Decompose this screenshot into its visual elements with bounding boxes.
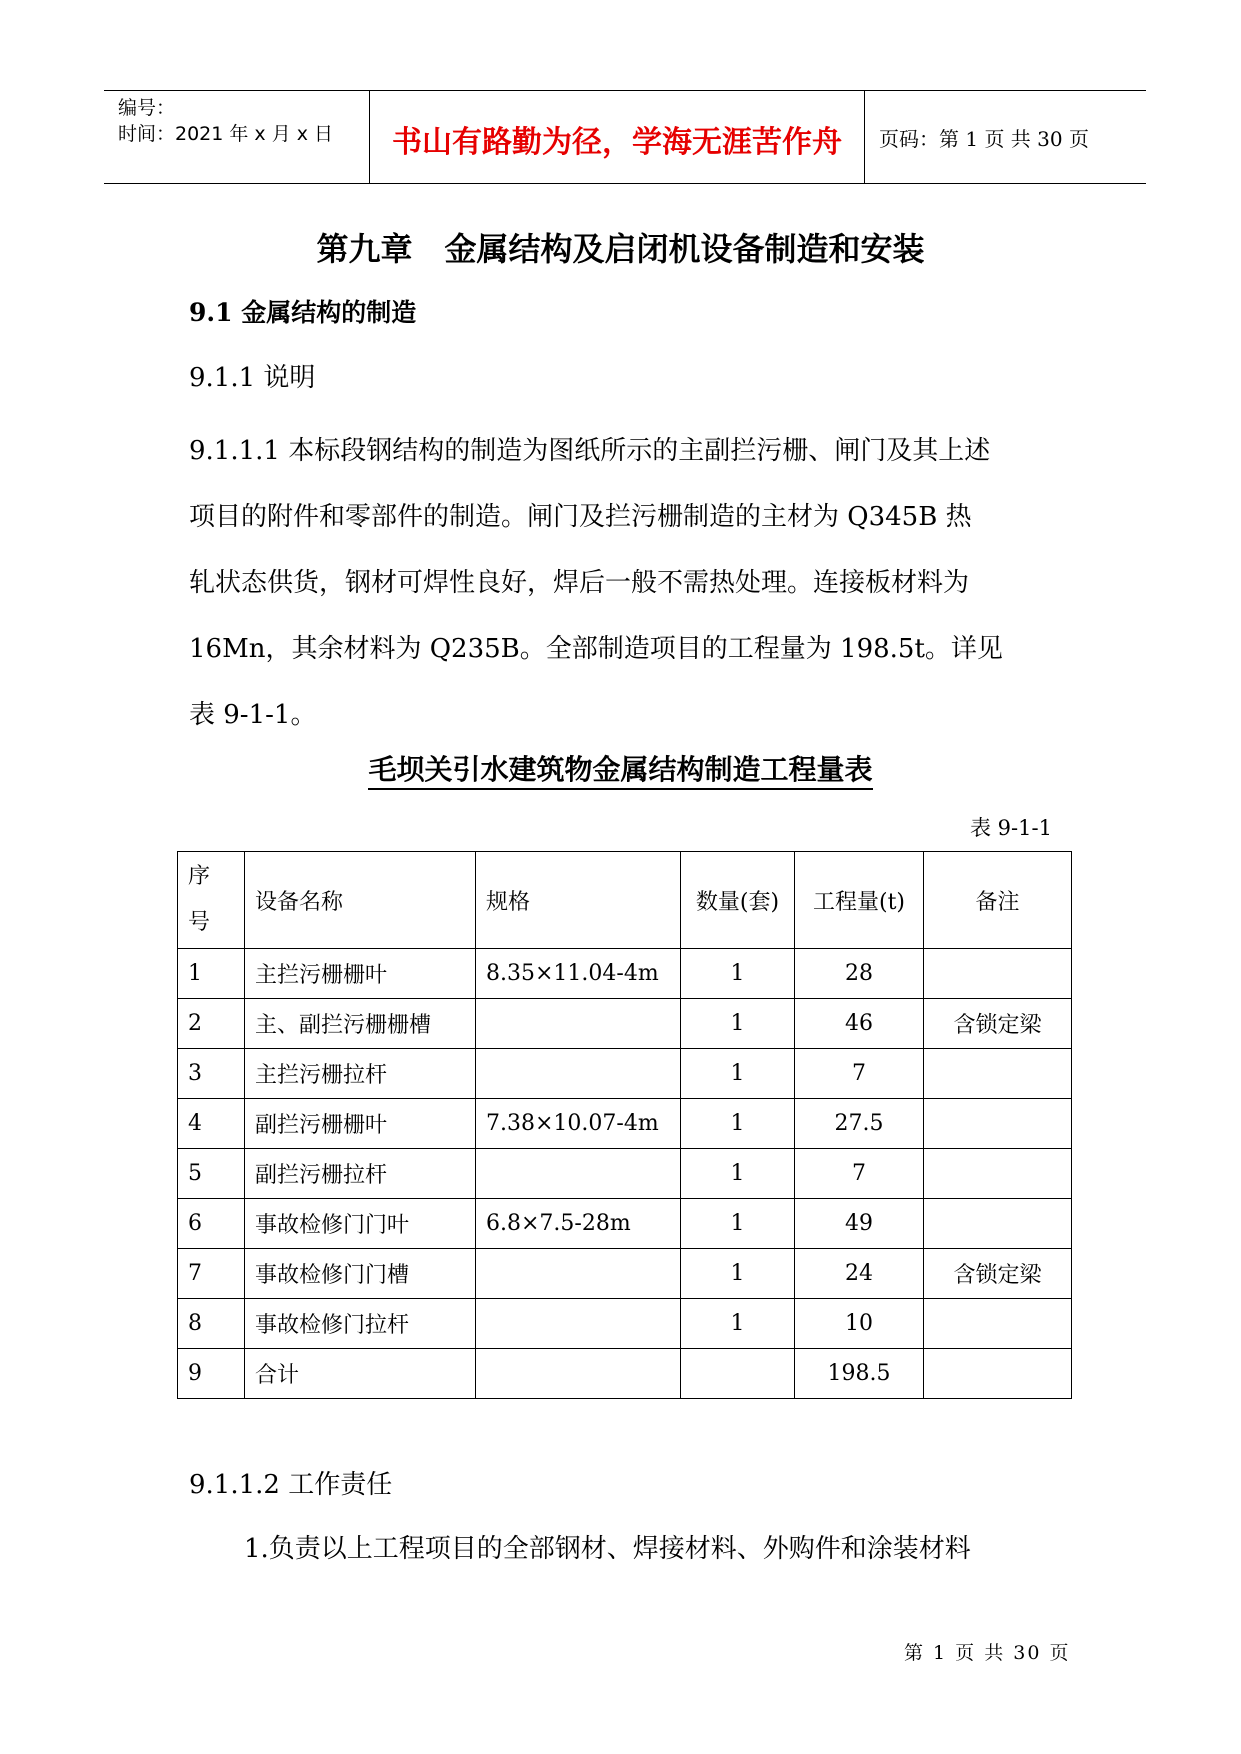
table-row bbox=[178, 1199, 1072, 1249]
cell-quantity: 7 bbox=[795, 1149, 924, 1199]
table-row bbox=[178, 1349, 1072, 1399]
cell-remark: 含锁定梁 bbox=[924, 1249, 1072, 1299]
table-row bbox=[178, 999, 1072, 1049]
cell-remark bbox=[924, 1149, 1072, 1199]
cell-name: 主、副拦污栅栅槽 bbox=[245, 999, 476, 1049]
cell-spec bbox=[476, 1299, 681, 1349]
table-title bbox=[0, 748, 1241, 788]
cell-index: 8 bbox=[178, 1299, 245, 1349]
cell-count: 1 bbox=[681, 1099, 795, 1149]
table-header-row bbox=[178, 852, 1072, 949]
cell-spec: 8.35×11.04-4m bbox=[476, 949, 681, 999]
cell-count: 1 bbox=[681, 1249, 795, 1299]
cell-index: 7 bbox=[178, 1249, 245, 1299]
cell-spec: 7.38×10.07-4m bbox=[476, 1099, 681, 1149]
cell-name: 事故检修门门槽 bbox=[245, 1249, 476, 1299]
header-cell-quantity: 工程量(t) bbox=[795, 852, 924, 949]
page-header bbox=[104, 90, 1146, 184]
cell-name: 事故检修门拉杆 bbox=[245, 1299, 476, 1349]
cell-name: 合计 bbox=[245, 1349, 476, 1399]
cell-quantity: 46 bbox=[795, 999, 924, 1049]
cell-index: 4 bbox=[178, 1099, 245, 1149]
section-title: 9.1 金属结构的制造 bbox=[189, 298, 417, 327]
cell-index: 3 bbox=[178, 1049, 245, 1099]
header-page-code: 页码：第 1 页 共 30 页 bbox=[879, 127, 1089, 151]
table-row bbox=[178, 1149, 1072, 1199]
cell-index: 9 bbox=[178, 1349, 245, 1399]
cell-remark bbox=[924, 949, 1072, 999]
cell-index: 5 bbox=[178, 1149, 245, 1199]
paragraph-line: 轧状态供货，钢材可焊性良好，焊后一般不需热处理。连接板材料为 bbox=[189, 568, 970, 598]
table-number: 表 9-1-1 bbox=[970, 816, 1052, 840]
responsibility-item-1: 1.负责以上工程项目的全部钢材、焊接材料、外购件和涂装材料 bbox=[244, 1534, 971, 1564]
cell-quantity: 198.5 bbox=[795, 1349, 924, 1399]
cell-spec bbox=[476, 999, 681, 1049]
cell-name: 主拦污栅栅叶 bbox=[245, 949, 476, 999]
document-number-label: 编号： bbox=[118, 97, 176, 119]
subsection-2-title: 9.1.1.2 工作责任 bbox=[189, 1470, 393, 1500]
cell-remark bbox=[924, 1349, 1072, 1399]
paragraph-line: 16Mn，其余材料为 Q235B。全部制造项目的工程量为 198.5t。详见 bbox=[189, 634, 1003, 664]
quantity-table bbox=[177, 851, 1072, 1399]
paragraph-line: 9.1.1.1 本标段钢结构的制造为图纸所示的主副拦污栅、闸门及其上述 bbox=[189, 436, 991, 466]
cell-name: 副拦污栅拉杆 bbox=[245, 1149, 476, 1199]
paragraph-line: 表 9-1-1。 bbox=[189, 700, 317, 730]
cell-quantity: 24 bbox=[795, 1249, 924, 1299]
cell-index: 1 bbox=[178, 949, 245, 999]
table-row bbox=[178, 1249, 1072, 1299]
cell-name: 副拦污栅栅叶 bbox=[245, 1099, 476, 1149]
cell-name: 事故检修门门叶 bbox=[245, 1199, 476, 1249]
cell-count: 1 bbox=[681, 1149, 795, 1199]
cell-count bbox=[681, 1349, 795, 1399]
subsection-title: 9.1.1 说明 bbox=[189, 363, 316, 393]
cell-count: 1 bbox=[681, 949, 795, 999]
document-time-label: 时间：2021 年 x 月 x 日 bbox=[118, 123, 334, 145]
table-title-text: 毛坝关引水建筑物金属结构制造工程量表 bbox=[368, 753, 872, 790]
body-paragraph bbox=[189, 418, 1059, 748]
chapter-title: 第九章 金属结构及启闭机设备制造和安装 bbox=[316, 230, 925, 268]
header-left-cell bbox=[104, 91, 370, 183]
cell-remark bbox=[924, 1199, 1072, 1249]
header-motto: 书山有路勤为径，学海无涯苦作舟 bbox=[392, 125, 842, 160]
cell-index: 6 bbox=[178, 1199, 245, 1249]
cell-remark: 含锁定梁 bbox=[924, 999, 1072, 1049]
cell-count: 1 bbox=[681, 1049, 795, 1099]
cell-quantity: 49 bbox=[795, 1199, 924, 1249]
cell-quantity: 10 bbox=[795, 1299, 924, 1349]
cell-spec bbox=[476, 1249, 681, 1299]
table-row bbox=[178, 1049, 1072, 1099]
cell-count: 1 bbox=[681, 1299, 795, 1349]
cell-quantity: 7 bbox=[795, 1049, 924, 1099]
header-middle-cell bbox=[370, 91, 865, 183]
table-row bbox=[178, 1299, 1072, 1349]
header-cell-spec: 规格 bbox=[476, 852, 681, 949]
cell-quantity: 28 bbox=[795, 949, 924, 999]
cell-spec bbox=[476, 1149, 681, 1199]
paragraph-line: 项目的附件和零部件的制造。闸门及拦污栅制造的主材为 Q345B 热 bbox=[189, 502, 972, 532]
header-cell-count: 数量(套) bbox=[681, 852, 795, 949]
header-cell-remark: 备注 bbox=[924, 852, 1072, 949]
header-cell-name: 设备名称 bbox=[245, 852, 476, 949]
cell-spec bbox=[476, 1349, 681, 1399]
cell-spec: 6.8×7.5-28m bbox=[476, 1199, 681, 1249]
cell-count: 1 bbox=[681, 1199, 795, 1249]
cell-index: 2 bbox=[178, 999, 245, 1049]
cell-remark bbox=[924, 1049, 1072, 1099]
header-cell-index: 序号 bbox=[178, 852, 245, 949]
cell-spec bbox=[476, 1049, 681, 1099]
table-row bbox=[178, 949, 1072, 999]
page-footer: 第 1 页 共 30 页 bbox=[904, 1642, 1071, 1664]
cell-remark bbox=[924, 1099, 1072, 1149]
cell-name: 主拦污栅拉杆 bbox=[245, 1049, 476, 1099]
table-row bbox=[178, 1099, 1072, 1149]
cell-count: 1 bbox=[681, 999, 795, 1049]
cell-remark bbox=[924, 1299, 1072, 1349]
header-right-cell bbox=[865, 91, 1146, 183]
cell-quantity: 27.5 bbox=[795, 1099, 924, 1149]
